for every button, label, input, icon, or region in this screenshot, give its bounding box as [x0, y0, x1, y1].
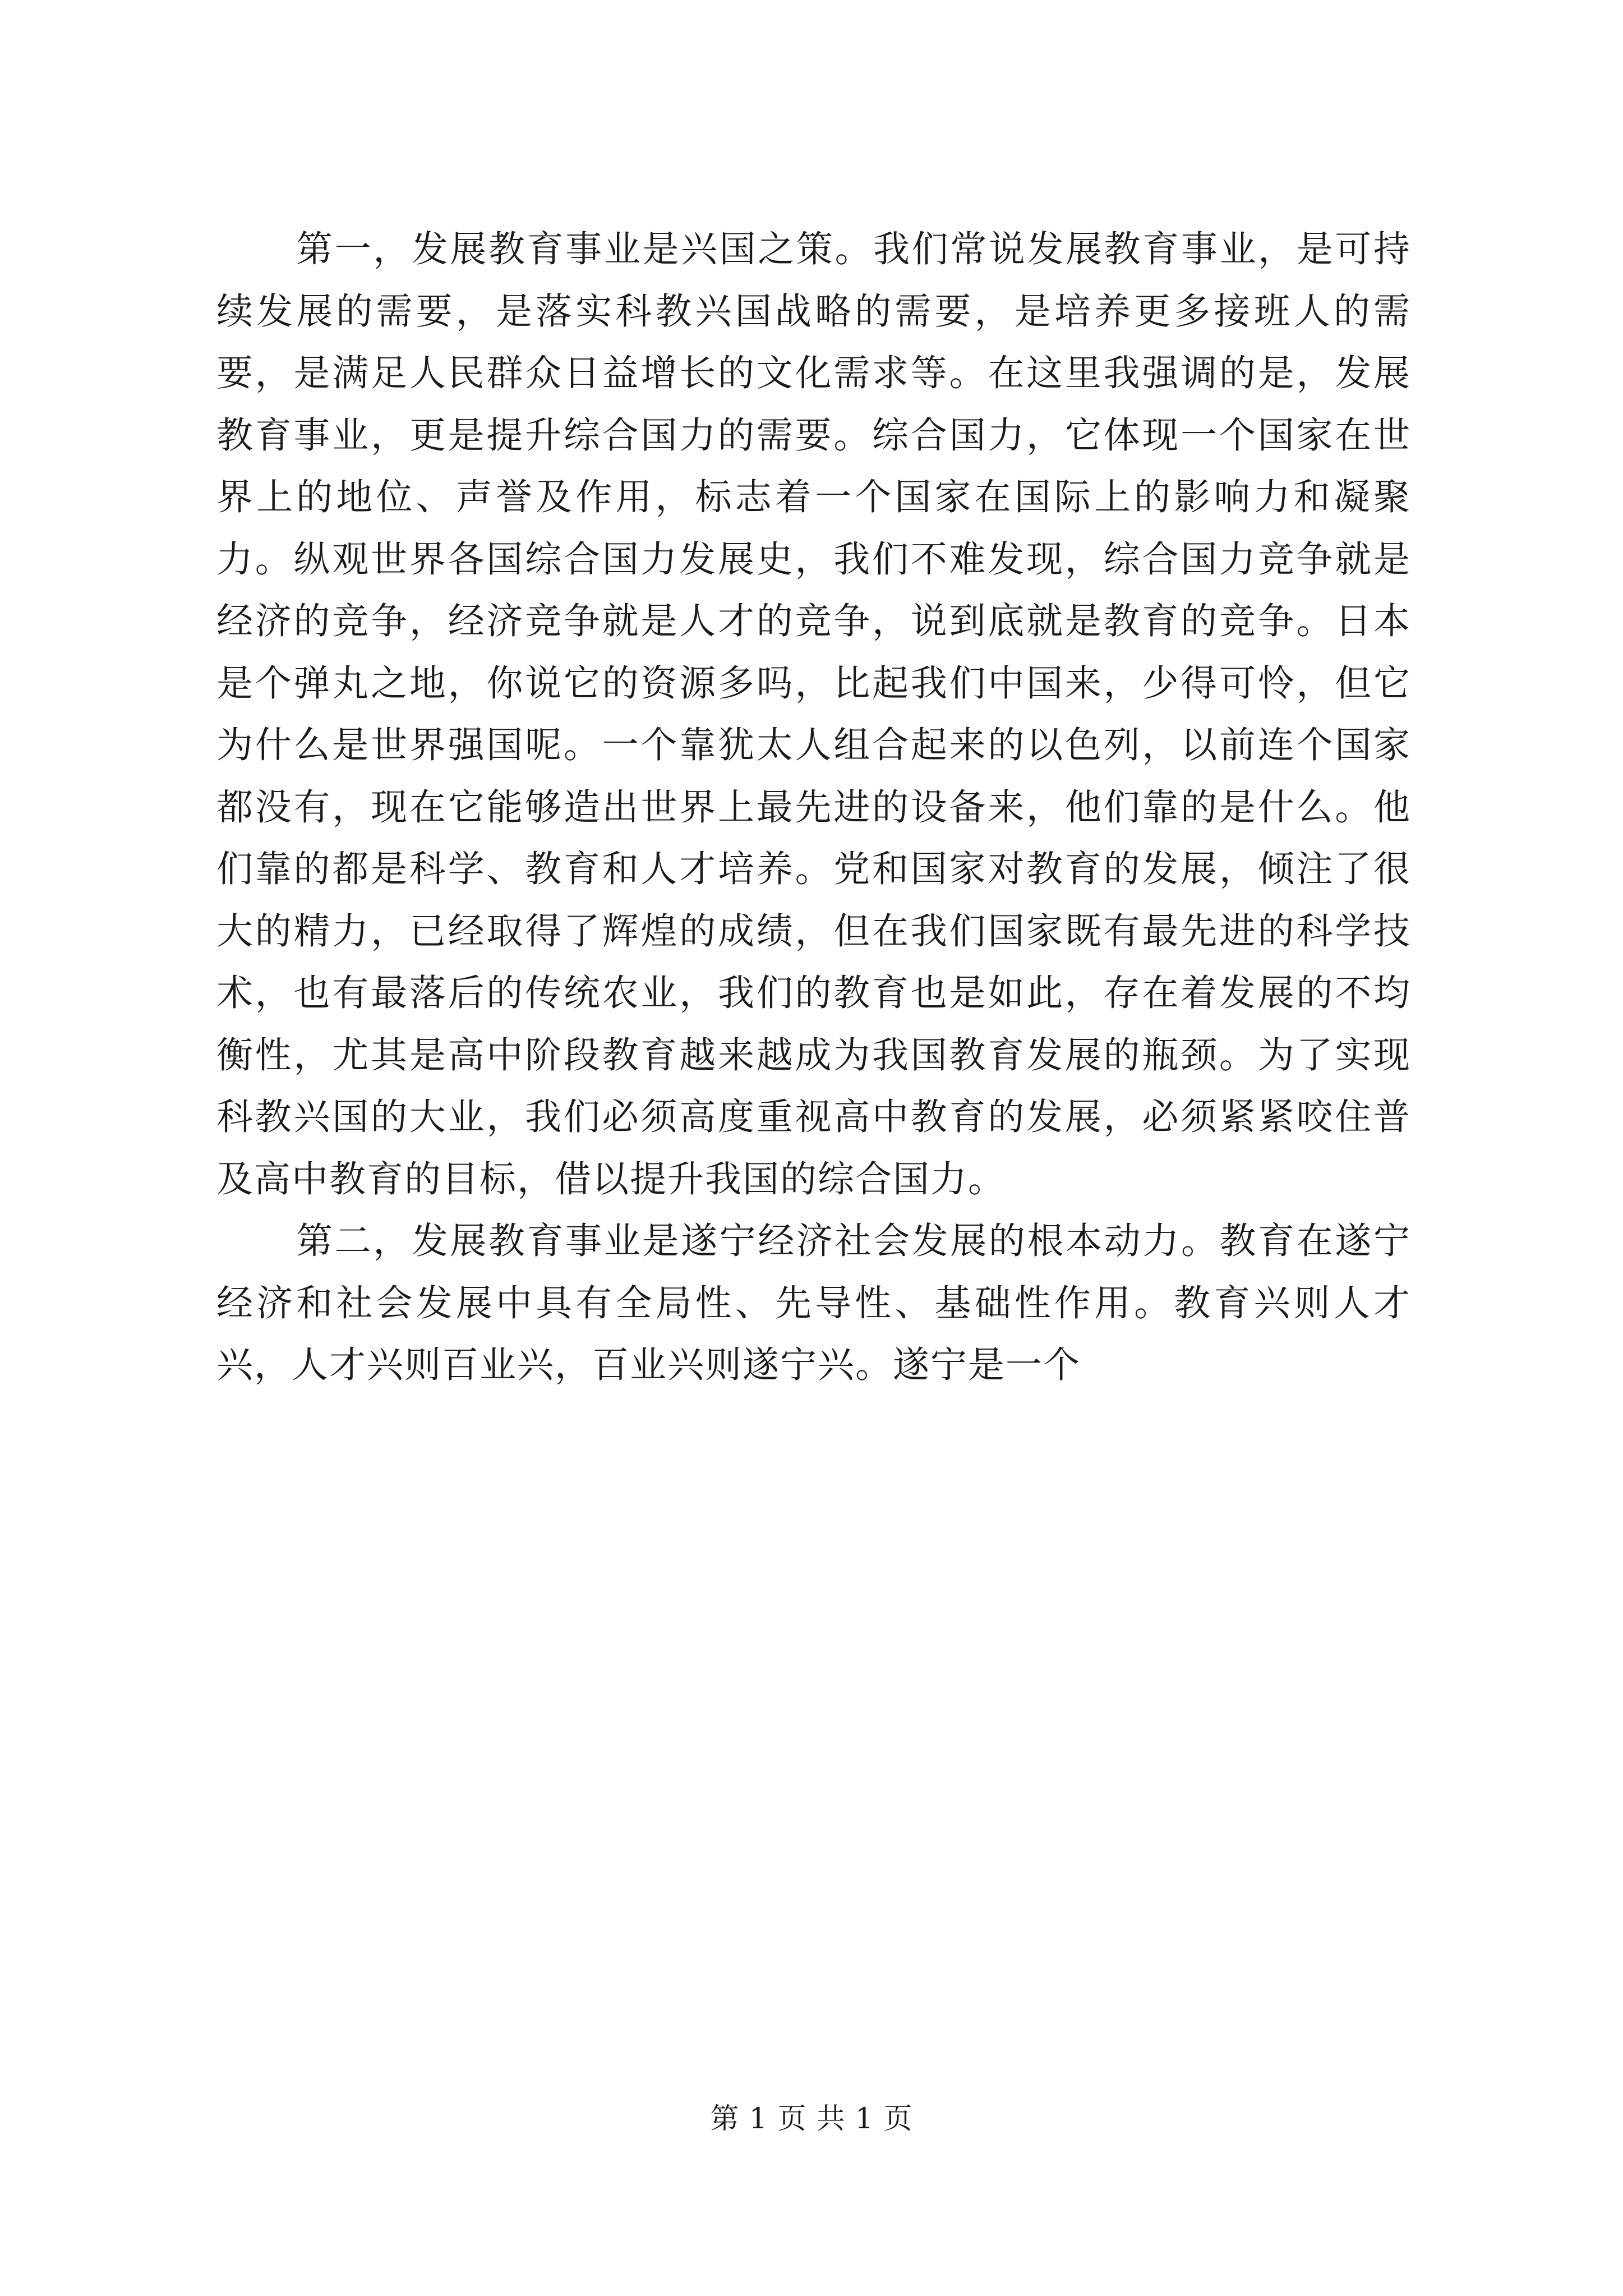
document-body	[216, 219, 1411, 1397]
paragraph-2: 第二，发展教育事业是遂宁经济社会发展的根本动力。教育在遂宁经济和社会发展中具有全局性、先导性、基础性作用。教育兴则人才兴，人才兴则百业兴，百业兴则遂宁兴。遂宁是一个	[216, 1220, 1411, 1386]
paragraph-1: 第一，发展教育事业是兴国之策。我们常说发展教育事业，是可持续发展的需要，是落实科教兴国战略的需要，是培养更多接班人的需要，是满足人民群众日益增长的文化需求等。在这里我强调的是，发展教育事业，更是提升综合国力的需要。综合国力，它体现一个国家在世界上的地位、声誉及作用，标志着一个国家在国际上的影响力和凝聚力。纵观世界各国综合国力发展史，我们不难发现，综合国力竞争就是经济的竞争，经济竞争就是人才的竞争，说到底就是教育的竞争。日本是个弹丸之地，你说它的资源多吗，比起我们中国来，少得可怜，但它为什么是世界强国呢。一个靠犹太人组合起来的以色列，以前连个国家都没有，现在它能够造出世界上最先进的设备来，他们靠的是什么。他们靠的都是科学、教育和人才培养。党和国家对教育的发展，倾注了很大的精力，已经取得了辉煌的成绩，但在我们国家既有最先进的科学技术，也有最落后的传统农业，我们的教育也是如此，存在着发展的不均衡性，尤其是高中阶段教育越来越成为我国教育发展的瓶颈。为了实现科教兴国的大业，我们必须高度重视高中教育的发展，必须紧紧咬住普及高中教育的目标，借以提升我国的综合国力。	[216, 228, 1411, 1200]
page-number-footer: 第 1 页 共 1 页	[710, 2102, 913, 2136]
